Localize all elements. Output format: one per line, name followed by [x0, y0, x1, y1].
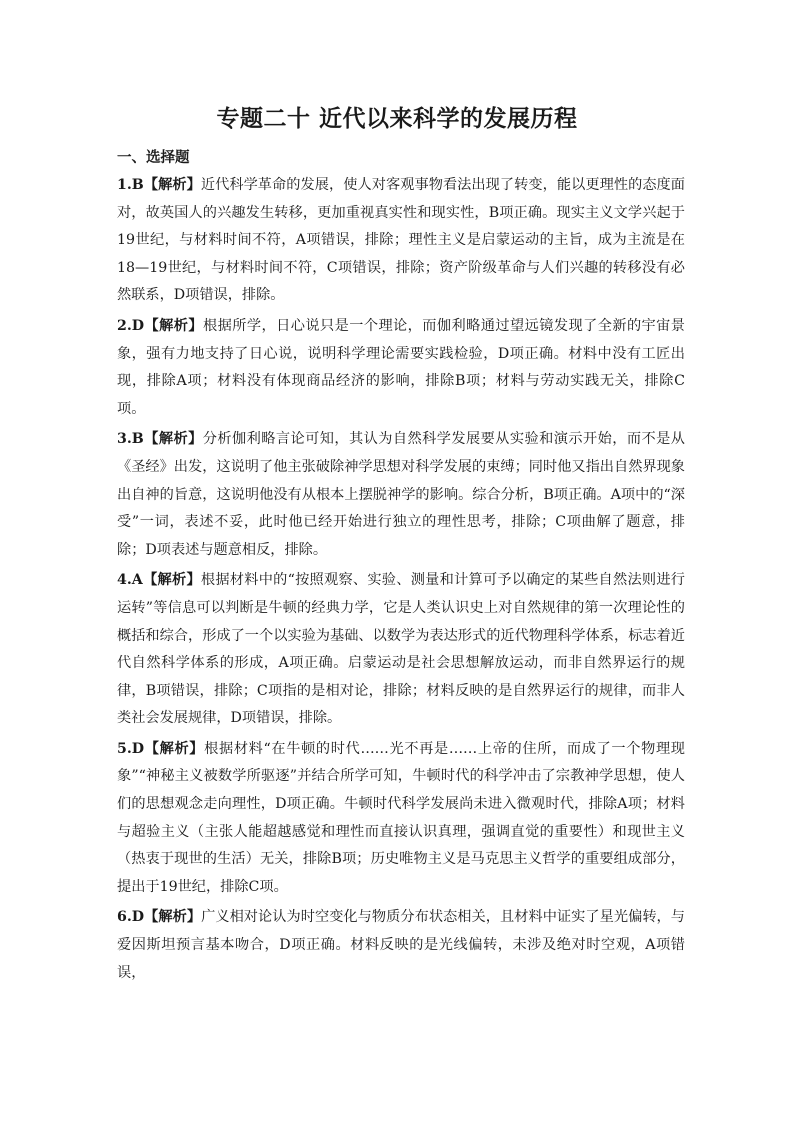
answer-number: 1.B: [117, 177, 144, 193]
answer-text: 根据材料“在牛顿的时代……光不再是……上帝的住所，而成了一个物理现象”“神秘主义被数学所驱逐”并结合所学可知，牛顿时代的科学冲击了宗教神学思想，使人们的思想观念走向理性，D项正确。牛顿时代科学发展尚未进入微观时代，排除A项；材料与超验主义（主张人能超越感觉和理性而直接认识真理，强调直觉的重要性）和现世主义（热衷于现世的生活）无关，排除B项；历史唯物主义是马克思主义哲学的重要组成部分，提出于19世纪，排除C项。: [117, 740, 685, 895]
answer-item: [117, 313, 685, 423]
answer-item: [117, 567, 685, 733]
answer-text: 近代科学革命的发展，使人对客观事物看法出现了转变，能以更理性的态度面对，故英国人的兴趣发生转移，更加重视真实性和现实性，B项正确。现实主义文学兴起于19世纪，与材料时间不符，A项错误，排除；理性主义是启蒙运动的主旨，成为主流是在18—19世纪，与材料时间不符，C项错误，排除；资产阶级革命与人们兴趣的转移没有必然联系，D项错误，排除。: [117, 177, 685, 304]
analysis-tag: 【解析】: [144, 909, 202, 926]
analysis-tag: 【解析】: [142, 572, 201, 589]
answer-number: 5.D: [117, 740, 145, 757]
answer-item: [117, 736, 685, 902]
analysis-tag: 【解析】: [143, 177, 201, 193]
answer-text: 根据材料中的“按照观察、实验、测量和计算可予以确定的某些自然法则进行运转”等信息可以判断是牛顿的经典力学，它是人类认识史上对自然规律的第一次理论性的概括和综合，形成了一个以实验为基础、以数学为表达形式的近代物理科学体系，标志着近代自然科学体系的形成，A项正确。启蒙运动是社会思想解放运动，而非自然界运行的规律，B项错误，排除；C项指的是相对论，排除；材料反映的是自然界运行的规律，而非人类社会发展规律，D项错误，排除。: [117, 572, 685, 727]
answer-text: 广义相对论认为时空变化与物质分布状态相关，且材料中证实了星光偏转，与爱因斯坦预言基本吻合，D项正确。材料反映的是光线偏转，未涉及绝对时空观，A项错误，: [117, 909, 685, 981]
page-title: 专题二十 近代以来科学的发展历程: [216, 105, 578, 132]
answer-text: 根据所学，日心说只是一个理论，而伽利略通过望远镜发现了全新的宇宙景象，强有力地支持了日心说，说明科学理论需要实践检验，D项正确。材料中没有工匠出现，排除A项；材料没有体现商品经济的影响，排除B项；材料与劳动实践无关，排除C项。: [117, 317, 685, 417]
answer-number: 6.D: [117, 909, 145, 926]
answer-number: 3.B: [117, 431, 144, 448]
answer-list: [117, 172, 685, 990]
answer-item: [117, 426, 685, 564]
answer-number: 2.D: [117, 317, 145, 334]
answer-text: 分析伽利略言论可知，其认为自然科学发展要从实验和演示开始，而不是从《圣经》出发，这说明了他主张破除神学思想对科学发展的束缚；同时他又指出自然界现象出自神的旨意，这说明他没有从根本上摆脱神学的影响。综合分析，B项正确。A项中的“深受”一词，表述不妥，此时他已经开始进行独立的理性思考，排除；C项曲解了题意，排除；D项表述与题意相反，排除。: [117, 431, 685, 558]
answer-item: [117, 172, 685, 310]
answer-number: 4.A: [117, 572, 143, 589]
section-heading: 一、选择题: [117, 149, 190, 166]
analysis-tag: 【解析】: [144, 740, 205, 757]
answer-item: [117, 904, 685, 987]
analysis-tag: 【解析】: [144, 317, 204, 334]
analysis-tag: 【解析】: [143, 431, 203, 448]
